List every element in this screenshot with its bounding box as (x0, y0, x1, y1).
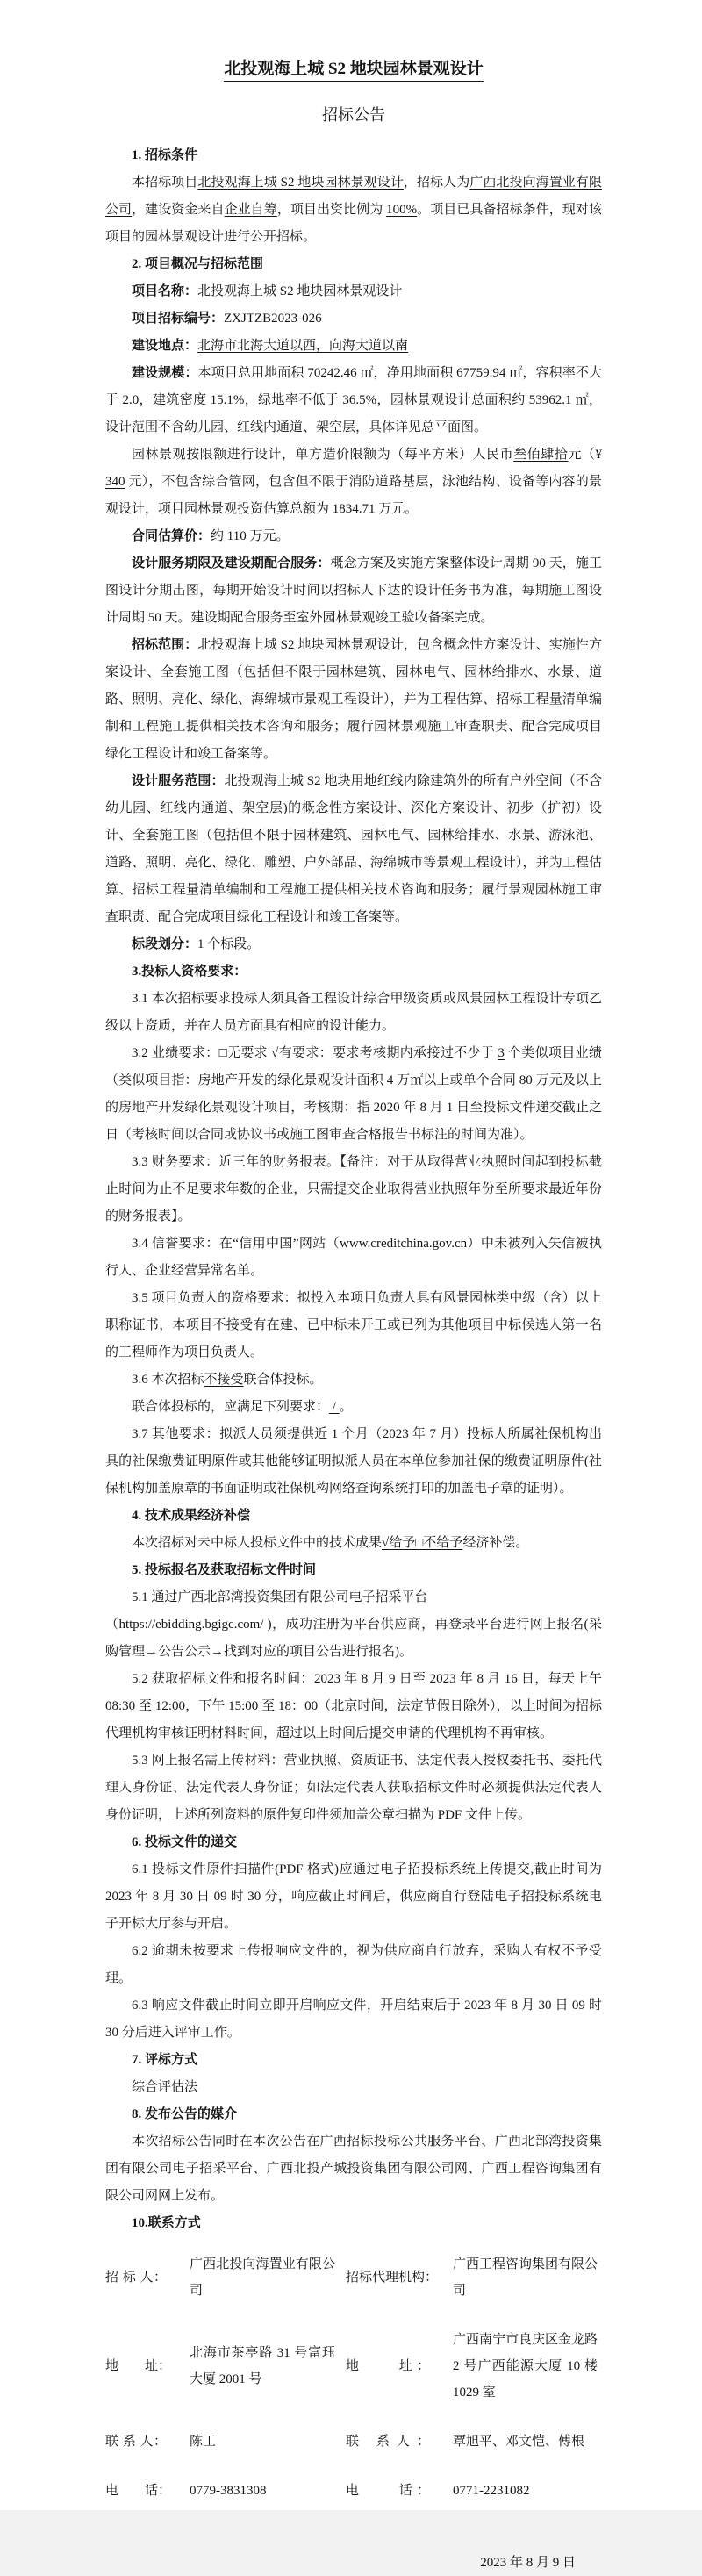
text-run: 元），不包含综合管网，包含但不限于消防道路基层，泳池结构、设备等内容的景观设计，项目园林景观投资估算总额为 1834.71 万元。 (105, 475, 602, 516)
agency-phone: 0771-2231082 (453, 2484, 530, 2498)
document-title-text: 北投观海上城 S2 地块园林景观设计 (224, 60, 484, 82)
section-heading (105, 1503, 602, 1530)
text-run: 经济补偿。 (462, 1536, 529, 1550)
paragraph (105, 1394, 602, 1421)
section-heading (105, 251, 602, 278)
text-run: 北投观海上城 S2 地块园林景观设计 (197, 176, 404, 190)
text-run: √给予□不给予 (382, 1536, 463, 1550)
text-run: 北投观海上城 S2 地块园林景观设计，包含概念性方案设计、实施性方案设计、全套施工图（包括但不限于园林建筑、园林电气、园林给排水、水景、道路、照明、亮化、绿化、海绵城市景观工程设计），并为工程估算、招标工程量清单编制和工程施工提供相关技术咨询和服务；履行园林景观施工审查职责、配合完成项目绿化工程设计和竣工备案等。 (105, 638, 602, 761)
text-run: 6.3 响应文件截止时间立即开启响应文件，开启结束后于 2023 年 8 月 30 日 09 时 30 分后进入评审工作。 (105, 1998, 602, 2040)
text-run: 1 个标段。 (197, 937, 261, 951)
text-run: 8. 发布公告的媒介 (132, 2107, 238, 2121)
text-run: 3.3 财务要求：近三年的财务报表。【备注：对于从取得营业执照时间起到投标截止时间为止不足要求年数的企业，只需提交企业取得营业执照年份至所要求最近年份的财务报表】。 (105, 1155, 602, 1223)
agency-address: 广西南宁市良庆区金龙路 2 号广西能源大厦 10 楼 1029 室 (453, 2333, 598, 2400)
document-title (105, 56, 602, 83)
text-run: 本项目总用地面积 70242.46 ㎡，净用地面积 67759.94 ㎡，容积率不大于 2.0，建筑密度 15.1%，绿地率不低于 36.5%，园林景观设计总面积约 53962.1 ㎡，设计范围不含幼儿园、红线内通道、架空层，具体详见总平面图。 (105, 366, 602, 434)
section-heading (105, 142, 602, 169)
text-run: 6.1 投标文件原件扫描件(PDF 格式)应通过电子招投标系统上传提交,截止时间为 2023 年 8 月 30 日 09 时 30 分，响应截止时间后，供应商自行登陆电子招投标系统电子开标大厅参与开启。 (105, 1862, 602, 1931)
section-heading (105, 1829, 602, 1856)
text-run: 5.2 获取招标文件和报名时间：2023 年 8 月 9 日至 2023 年 8 月 16 日，每天上午 08:30 至 12:00，下午 15:00 至 18：00（北京时间，法定节假日除外），以上时间为招标代理机构审核证明材料时间，超过以上时间后提交申请的代理机构不再审核。 (105, 1672, 602, 1740)
paragraph (105, 333, 602, 360)
text-run: 联合体投标。 (243, 1373, 323, 1387)
text-run: 3.1 本次招标要求投标人须具备工程设计综合甲级资质或风景园林工程设计专项乙级以上资质，并在人员方面具有相应的设计能力。 (105, 992, 602, 1033)
text-run: 建设规模： (132, 366, 198, 380)
text-run: 设计服务范围： (132, 774, 225, 788)
text-run: 北海市北海大道以西，向海大道以南 (197, 339, 409, 353)
text-run: 北投观海上城 S2 地块园林景观设计 (197, 284, 403, 298)
text-run: 概念方案及实施方案整体设计周期 90 天，施工图设计分期出图，每期开始设计时间以招标人下达的设计任务书为准，每期施工图设计周期 50 天。建设期配合服务至室外园林景观竣工验收备案完成。 (105, 556, 602, 625)
text-run: 元（¥ (568, 448, 602, 462)
text-run: 项目招标编号： (132, 312, 225, 326)
paragraph (105, 1611, 602, 1666)
agency-label: 招标代理机构： (346, 2271, 439, 2285)
text-run: 100% (386, 203, 418, 217)
text-run: ZXJTZB2023-026 (224, 312, 322, 326)
text-run: 项目名称： (132, 284, 198, 298)
text-run: 建设地点： (132, 339, 198, 353)
paragraph (105, 1938, 602, 1992)
text-run: 340 (105, 475, 125, 489)
paragraph (105, 1530, 602, 1557)
text-run: 本次招标对未中标人投标文件中的技术成果 (132, 1536, 383, 1550)
text-run: 3.投标人资格要求： (132, 965, 247, 979)
text-run: 5. 投标报名及获取招标文件时间 (132, 1563, 317, 1577)
paragraph (105, 768, 602, 931)
agency-contact: 覃旭平、邓文恺、傅根 (453, 2435, 585, 2449)
paragraph (105, 931, 602, 958)
agency-name: 广西工程咨询集团有限公司 (453, 2257, 598, 2298)
announcement-date: 2023 年 8 月 9 日 (480, 2556, 576, 2570)
text-run: 设计服务期限及建设期配合服务： (132, 556, 331, 570)
paragraph (105, 278, 602, 305)
text-run: / (329, 1400, 340, 1414)
text-run: （https://ebidding.bgigc.com/ )，成功注册为平台供应商，再登录平台进行网上报名(采购管理→公告公示→找到对应的项目公告进行报名)。 (105, 1618, 602, 1659)
paragraph (105, 550, 602, 632)
section-heading (105, 2047, 602, 2074)
text-run: 不接受 (204, 1373, 244, 1387)
text-run: 3 (498, 1046, 505, 1060)
paragraph (105, 1149, 602, 1231)
paragraph (105, 441, 602, 523)
contact-section (105, 2251, 602, 2504)
text-run: 广西北投向海置业有限公司 (105, 176, 602, 217)
tenderer-name: 广西北投向海置业有限公司 (190, 2257, 335, 2298)
text-run: ，建设资金来自 (132, 203, 225, 217)
text-run: 本招标项目 (132, 176, 198, 190)
text-run: 3.5 项目负责人的资格要求：拟投入本项目负责人具有风景园林类中级（含）以上职称证书，本项目不接受有在建、已中标未开工或已列为其他项目中标候选人第一名的工程师作为项目负责人。 (105, 1291, 602, 1360)
text-run: 叁佰肆拾 (513, 448, 569, 462)
paragraph (105, 632, 602, 768)
text-run: 。 (339, 1400, 353, 1414)
text-run: 1. 招标条件 (132, 148, 198, 162)
paragraph (105, 1747, 602, 1829)
text-run: 5.3 网上报名需上传材料：营业执照、资质证书、法定代表人授权委托书、委托代理人身份证、法定代表人身份证；如法定代表人获取招标文件时必须提供法定代表人身份证明，上述所列资料的原件复印件须加盖公章扫描为 PDF 文件上传。 (105, 1754, 602, 1822)
paragraph (105, 2074, 602, 2101)
section-heading (105, 2101, 602, 2128)
document-body (105, 142, 602, 2237)
tenderer-address: 北海市茶亭路 31 号富珏大厦 2001 号 (190, 2346, 335, 2386)
text-run: 4. 技术成果经济补偿 (132, 1509, 251, 1523)
paragraph (105, 1231, 602, 1285)
text-run: 3.6 本次招标 (132, 1373, 204, 1387)
agency-address-label: 地 址： (346, 2359, 430, 2373)
text-run: 3.7 其他要求：拟派人员须提供近 1 个月（2023 年 7 月）投标人所属社保机构出具的社保缴费证明原件或其他能够证明拟派人员在本单位参加社保的缴费证明原件(社保机构加盖原章的书面证明或社保机构网络查询系统打印的加盖电子章的证明）。 (105, 1427, 602, 1496)
text-run: 约 110 万元。 (211, 529, 290, 543)
tenderer-phone-label: 电 话： (105, 2484, 172, 2498)
text-run: 企业自筹 (224, 203, 277, 217)
tenderer-label: 招 标 人： (105, 2271, 167, 2285)
paragraph (105, 1856, 602, 1938)
paragraph (105, 305, 602, 333)
text-run: 6.2 逾期未按要求上传报响应文件的，视为供应商自行放弃，采购人有权不予受理。 (105, 1944, 602, 1985)
paragraph (105, 1992, 602, 2047)
section-heading (105, 2210, 602, 2237)
paragraph (105, 169, 602, 251)
paragraph (105, 2128, 602, 2210)
text-run: ，招标人为 (403, 176, 470, 190)
text-run: 3.2 业绩要求：□无要求 √有要求：要求考核期内承接过不少于 (132, 1046, 498, 1060)
text-run: 3.4 信誉要求：在“信用中国”网站（www.creditchina.gov.cn）中未被列入失信被执行人、企业经营异常名单。 (105, 1237, 602, 1278)
text-run: 7. 评标方式 (132, 2053, 198, 2067)
text-run: 综合评估法 (132, 2080, 198, 2094)
tenderer-address-label: 地 址： (105, 2359, 172, 2373)
tenderer-phone: 0779-3831308 (190, 2484, 267, 2498)
text-run: 10.联系方式 (132, 2216, 201, 2230)
text-run: ，项目出资比例为 (276, 203, 387, 217)
text-run: 招标范围： (132, 638, 198, 652)
agency-phone-label: 电 话： (346, 2484, 430, 2498)
paragraph (105, 523, 602, 550)
text-run: 本次招标公告同时在本次公告在广西招标投标公共服务平台、广西北部湾投资集团有限公司电子招采平台、广西北投产城投资集团有限公司网、广西工程咨询集团有限公司网网上发布。 (105, 2135, 602, 2203)
paragraph (105, 1040, 602, 1149)
paragraph (105, 1367, 602, 1394)
section-heading (105, 958, 602, 986)
text-run: 6. 投标文件的递交 (132, 1835, 238, 1849)
text-run: 标段划分： (132, 937, 198, 951)
document-subtitle: 招标公告 (322, 106, 385, 124)
text-run: 联合体投标的，应满足下列要求： (132, 1400, 330, 1414)
agency-contact-label: 联 系人： (346, 2435, 430, 2449)
text-run: 合同估算价： (132, 529, 211, 543)
text-run: 2. 项目概况与招标范围 (132, 257, 264, 271)
text-run: 园林景观按限额进行设计，单方造价限额为（每平方米）人民币 (132, 448, 514, 462)
paragraph (105, 1421, 602, 1503)
text-run: 。项目已具备招标条件，现对该项目的园林景观设计进行公开招标。 (105, 203, 602, 244)
paragraph (105, 1285, 602, 1367)
tenderer-contact: 陈工 (190, 2435, 217, 2449)
tenderer-contact-label: 联 系 人： (105, 2435, 167, 2449)
text-run: 北投观海上城 S2 地块用地红线内除建筑外的所有户外空间（不含幼儿园、红线内通道、架空层)的概念性方案设计、深化方案设计、初步（扩初）设计、全套施工图（包括但不限于园林建筑、园林电气、园林给排水、水景、游泳池、道路、照明、亮化、绿化、雕塑、户外部品、海绵城市等景观工程设计），并为工程估算、招标工程量清单编制和工程施工提供相关技术咨询和服务；履行景观园林施工审查职责、配合完成项目绿化工程设计和竣工备案等。 (105, 774, 602, 924)
paragraph (105, 1584, 602, 1611)
text-run: 个类似项目业绩（类似项目指：房地产开发的绿化景观设计面积 4 万㎡以上或单个合同 80 万元及以上的房地产开发绿化景观设计项目，考核期：指 2020 年 8 月 1 日至投标文件递交截止之日（考核时间以合同或协议书或施工图审查合格报告书标注的时间为准）。 (105, 1046, 602, 1142)
paragraph (105, 1666, 602, 1747)
paragraph (105, 360, 602, 441)
section-heading (105, 1557, 602, 1584)
paragraph (105, 986, 602, 1040)
text-run: 5.1 通过广西北部湾投资集团有限公司电子招采平台 (132, 1590, 428, 1604)
